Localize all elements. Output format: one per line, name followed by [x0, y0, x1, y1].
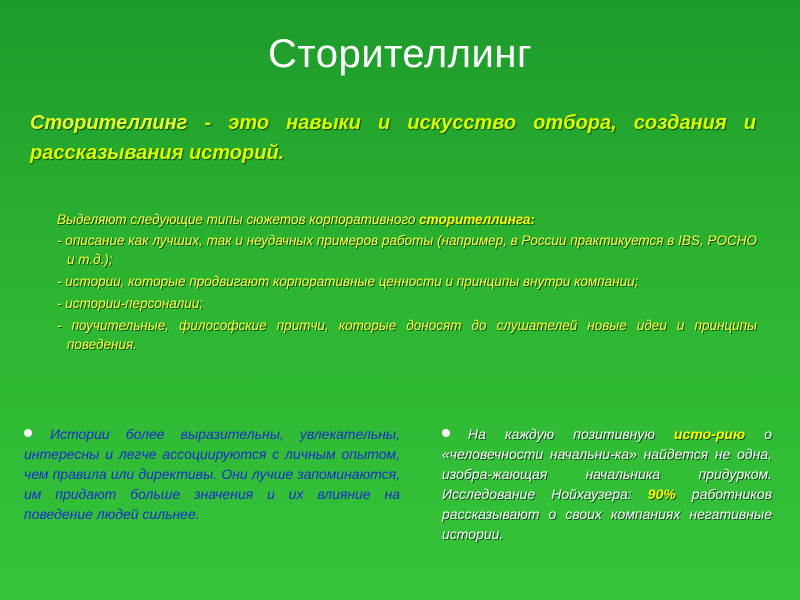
definition-term: Сторителлинг [30, 112, 188, 134]
right-highlight-percent: 90% [647, 486, 676, 502]
bullet-icon [442, 429, 450, 437]
slide-title: Сторителлинг [267, 32, 533, 76]
definition-paragraph [30, 108, 756, 168]
left-bullet-text: Истории более выразительны, увлекательны, интересны и легче ассоциируются с личным опытом, чем правила или директивы. Они лучше запоминаются, им придают больше значения и их влияние на поведение людей сильнее. [24, 426, 400, 522]
story-types-intro-highlight: сторителлинга: [419, 212, 535, 227]
bullet-icon [24, 429, 32, 437]
right-text-part3: работников рассказывают о своих компаниях негативные истории. [442, 486, 773, 542]
story-type-item: - истории-персоналии; [57, 296, 203, 311]
right-text-part2: о «человечности начальни-ка» найдется не одна, изобра-жающая начальника придурком. Исследование Нойхаузера: [442, 426, 772, 502]
story-types-intro [57, 210, 757, 229]
story-type-item: - поучительные, философские притчи, которые доносят до слушателей новые идеи и принципы поведения. [57, 318, 757, 352]
definition-text: - это навыки и искусство отбора, создания и рассказывания историй. [30, 112, 756, 164]
story-type-item: - истории, которые продвигают корпоративные ценности и принципы внутри компании; [57, 274, 639, 289]
story-type-item: - описание как лучших, так и неудачных примеров работы (например, в России практикуется в IBS, РОСНО и т.д.); [57, 233, 757, 267]
story-types-intro-text: Выделяют следующие типы сюжетов корпоративного [57, 212, 420, 227]
story-types-block [57, 210, 757, 357]
left-bullet-box [24, 424, 400, 524]
right-text-part1: На каждую позитивную [468, 426, 675, 442]
right-highlight-story: исто-рию [674, 426, 746, 442]
right-bullet-box [442, 424, 772, 544]
